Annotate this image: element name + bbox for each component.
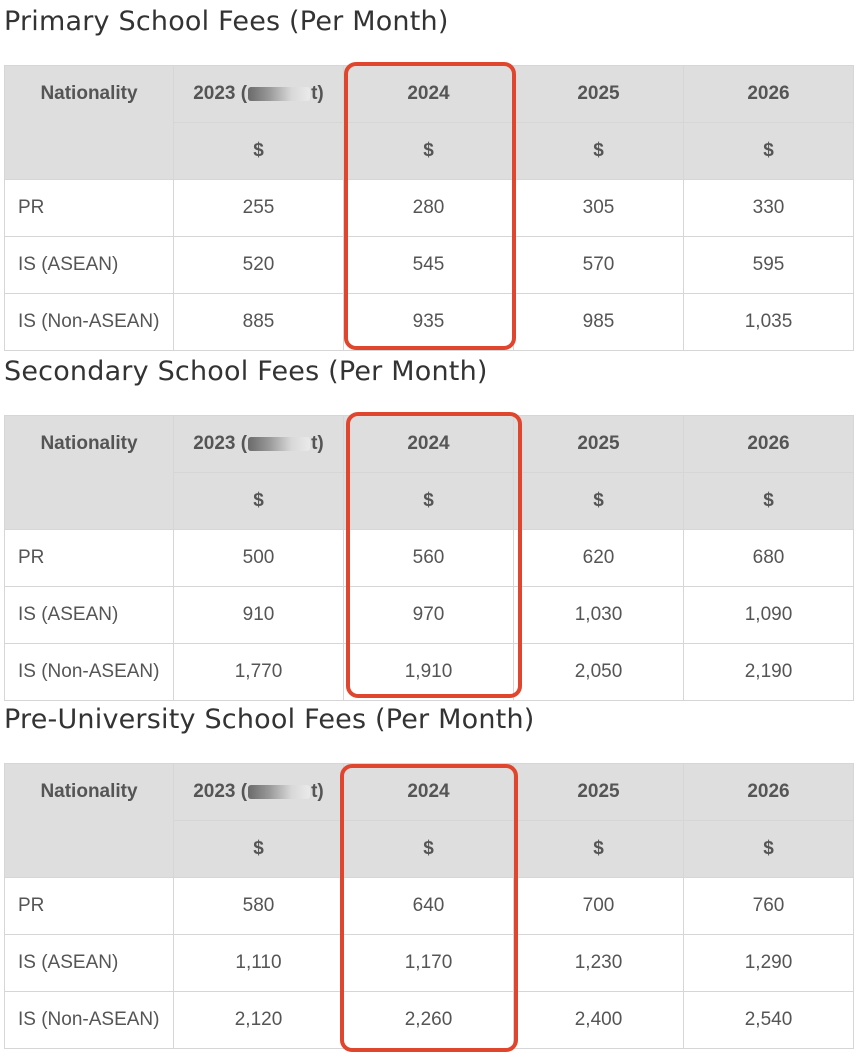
section-title: Primary School Fees (Per Month) [4,6,449,37]
fee-cell: 910 [174,587,344,644]
redacted-blur [248,785,310,799]
fee-cell: 330 [684,180,854,237]
fee-cell: 520 [174,237,344,294]
table-row [5,587,854,644]
fee-cell: 2,540 [684,992,854,1049]
unit-cell: $ [174,123,344,180]
fee-cell: 1,110 [174,935,344,992]
table-row [5,294,854,351]
table-row [5,237,854,294]
fee-cell: 680 [684,530,854,587]
fee-cell: 1,090 [684,587,854,644]
fee-cell: 1,910 [344,644,514,701]
fee-cell: 305 [514,180,684,237]
fee-cell: 640 [344,878,514,935]
header-2025: 2025 [514,764,684,821]
unit-cell: $ [174,473,344,530]
row-label: PR [5,878,174,935]
row-label: IS (Non-ASEAN) [5,294,174,351]
row-label: PR [5,530,174,587]
header-nationality: Nationality [5,66,174,180]
fee-cell: 1,230 [514,935,684,992]
fee-cell: 620 [514,530,684,587]
redacted-blur [248,87,310,101]
fee-cell: 885 [174,294,344,351]
unit-cell: $ [344,123,514,180]
fee-cell: 1,035 [684,294,854,351]
unit-cell: $ [174,821,344,878]
unit-cell: $ [684,821,854,878]
unit-cell: $ [514,821,684,878]
table-row [5,992,854,1049]
redacted-blur [248,437,310,451]
header-2024: 2024 [344,66,514,123]
table-row [5,180,854,237]
table-row [5,530,854,587]
header-2023-prefix: 2023 ( [193,433,248,454]
table-row [5,878,854,935]
header-2023 [174,764,344,821]
fee-cell: 985 [514,294,684,351]
fees-table [4,65,854,351]
row-label: PR [5,180,174,237]
unit-cell: $ [684,123,854,180]
header-2023 [174,66,344,123]
row-label: IS (ASEAN) [5,587,174,644]
unit-cell: $ [514,473,684,530]
unit-cell: $ [344,821,514,878]
row-label: IS (ASEAN) [5,935,174,992]
header-2025: 2025 [514,66,684,123]
row-label: IS (Non-ASEAN) [5,644,174,701]
fee-cell: 2,260 [344,992,514,1049]
fee-cell: 570 [514,237,684,294]
header-2024: 2024 [344,416,514,473]
header-2023-suffix: t) [311,781,324,802]
header-2026: 2026 [684,764,854,821]
section-title: Secondary School Fees (Per Month) [4,356,488,387]
header-2023-prefix: 2023 ( [193,781,248,802]
row-label: IS (Non-ASEAN) [5,992,174,1049]
fee-cell: 2,050 [514,644,684,701]
fee-cell: 1,170 [344,935,514,992]
fee-cell: 700 [514,878,684,935]
fee-cell: 255 [174,180,344,237]
fee-cell: 580 [174,878,344,935]
header-2023 [174,416,344,473]
fee-cell: 2,120 [174,992,344,1049]
fee-cell: 560 [344,530,514,587]
table-row [5,644,854,701]
fee-cell: 1,030 [514,587,684,644]
fee-cell: 2,400 [514,992,684,1049]
header-2023-prefix: 2023 ( [193,83,248,104]
fees-table [4,415,854,701]
fee-cell: 2,190 [684,644,854,701]
row-label: IS (ASEAN) [5,237,174,294]
header-2024: 2024 [344,764,514,821]
unit-cell: $ [684,473,854,530]
fee-cell: 1,290 [684,935,854,992]
header-nationality: Nationality [5,416,174,530]
section-title: Pre-University School Fees (Per Month) [4,704,535,735]
fee-cell: 970 [344,587,514,644]
header-2023-suffix: t) [311,83,324,104]
fee-cell: 1,770 [174,644,344,701]
fee-cell: 935 [344,294,514,351]
header-2026: 2026 [684,416,854,473]
header-2025: 2025 [514,416,684,473]
fee-cell: 760 [684,878,854,935]
header-2023-suffix: t) [311,433,324,454]
fee-cell: 500 [174,530,344,587]
unit-cell: $ [514,123,684,180]
fee-cell: 595 [684,237,854,294]
header-2026: 2026 [684,66,854,123]
fees-table [4,763,854,1049]
table-row [5,935,854,992]
fee-cell: 545 [344,237,514,294]
header-nationality: Nationality [5,764,174,878]
fee-cell: 280 [344,180,514,237]
unit-cell: $ [344,473,514,530]
